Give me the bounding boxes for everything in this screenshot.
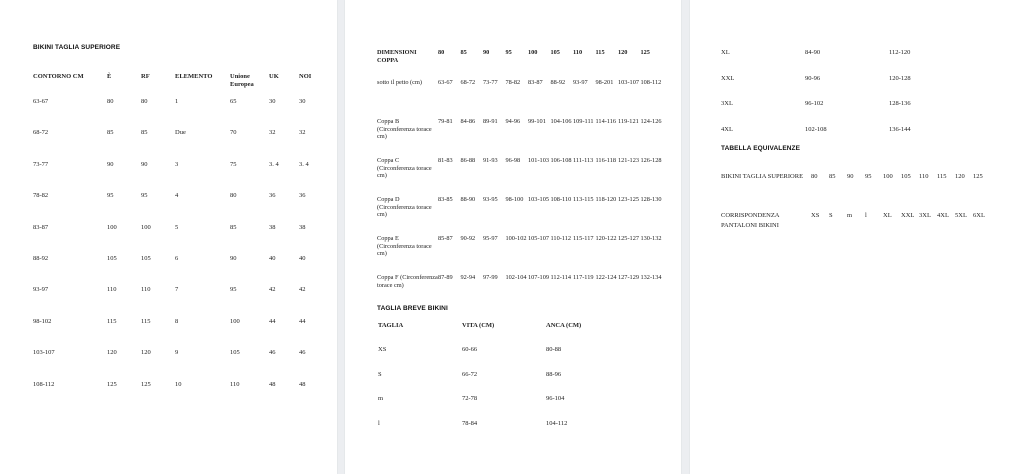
table-cell: 120-122 (595, 235, 617, 242)
brief-size-table-body (378, 346, 626, 445)
table-cell: 42 (299, 286, 306, 294)
table-cell: 128-136 (889, 100, 911, 107)
top-size-table-body (33, 98, 329, 412)
table-cell: l (378, 420, 380, 428)
table-cell: 46 (299, 349, 306, 357)
table-cell: 95 (141, 192, 148, 200)
table-cell: 95 (865, 173, 872, 180)
table-cell: 80 (230, 192, 237, 200)
table-cell: 124-126 (640, 118, 662, 125)
table-cell: 125-127 (618, 235, 639, 242)
table-cell: 85 (230, 223, 237, 231)
cup-size-table-body (377, 79, 663, 313)
table-cell: 125 (107, 380, 117, 388)
table-cell: 95-97 (483, 235, 498, 242)
table-cell: 96-98 (505, 157, 521, 164)
table-cell: 7 (175, 286, 179, 294)
table-row (721, 75, 969, 101)
table-row (33, 318, 329, 349)
table-cell: 115 (937, 173, 947, 180)
table-row (721, 100, 969, 126)
table-cell: 63-67 (33, 98, 49, 105)
top-size-table (33, 73, 329, 412)
table-cell: 88-92 (550, 79, 566, 86)
table-cell: 115 (107, 317, 117, 325)
table-cell: 100 (107, 223, 117, 231)
table-cell: 105 (901, 173, 911, 180)
table-cell: 8 (175, 317, 179, 325)
table-cell: XS (378, 346, 387, 353)
table-cell: 10 (175, 380, 182, 388)
column-header: TAGLIA (378, 322, 404, 329)
table-cell: 105 (230, 349, 240, 357)
table-cell: sotto il petto (cm) (377, 79, 422, 86)
table-cell: 123-125 (618, 196, 639, 203)
table-cell: XL (721, 49, 730, 56)
table-cell: 80 (107, 98, 114, 105)
table-cell: 117-119 (573, 274, 594, 281)
table-header-row (377, 49, 663, 79)
table-cell: 93-97 (573, 79, 588, 86)
table-cell: 110-112 (550, 235, 572, 242)
brief-size-table (378, 322, 626, 445)
brief-size-heading: TAGLIA BREVE BIKINI (377, 305, 448, 312)
table-cell: 85-87 (438, 235, 453, 242)
table-cell: 85 (829, 173, 836, 180)
table-cell: 109-111 (573, 118, 594, 125)
table-row (33, 255, 329, 286)
table-cell: 90-92 (460, 235, 476, 242)
table-cell: 114-116 (595, 118, 617, 125)
table-cell: 110 (141, 286, 151, 294)
column-header: 110 (573, 49, 583, 56)
table-cell: 38 (299, 223, 306, 231)
table-cell: 84-90 (805, 49, 821, 56)
table-cell: 103-107 (33, 349, 55, 357)
table-cell: 88-96 (546, 370, 562, 378)
table-cell: Coppa C (Circonferenza torace cm) (377, 157, 432, 179)
column-header: 120 (618, 49, 628, 56)
table-cell: 79-81 (438, 118, 453, 125)
table-cell: 90 (107, 160, 114, 168)
correspondence-label: CORRISPONDENZA (721, 212, 780, 219)
equivalence-top-row (721, 173, 991, 197)
table-cell: Coppa F (Circonferenza torace cm) (377, 274, 438, 289)
table-cell: 3. 4 (299, 160, 309, 168)
column-header: 90 (483, 49, 490, 56)
table-row (377, 235, 663, 274)
table-cell: 88-92 (33, 254, 49, 262)
table-row (33, 224, 329, 255)
table-cell: 44 (269, 317, 276, 325)
table-cell: 83-87 (528, 79, 543, 86)
table-cell: 112-120 (889, 49, 911, 56)
table-cell: XXL (721, 74, 735, 82)
column-header: 80 (438, 49, 445, 56)
table-cell: 115-117 (573, 235, 594, 242)
table-row (33, 192, 329, 223)
table-cell: 4 (175, 192, 179, 200)
table-cell: 78-82 (33, 192, 49, 200)
table-cell: 92-94 (460, 274, 476, 281)
column-header: DIMENSIONI COPPA (377, 49, 417, 64)
table-cell: 103-105 (528, 196, 549, 203)
table-cell: 132-134 (640, 274, 662, 281)
table-cell: 105 (107, 254, 117, 262)
table-cell: 72-78 (462, 395, 478, 403)
table-cell: 81-83 (438, 157, 453, 164)
table-cell: 73-77 (33, 160, 49, 168)
table-cell: 104-112 (546, 420, 568, 428)
table-cell: 108-110 (550, 196, 572, 203)
table-cell: 98-102 (33, 317, 52, 325)
table-cell: 9 (175, 349, 179, 357)
table-cell: 106-108 (550, 157, 572, 164)
table-cell: 110 (230, 380, 240, 388)
table-cell: 80 (141, 98, 148, 105)
table-row (378, 395, 626, 420)
table-cell: 116-118 (595, 157, 617, 164)
table-cell: 108-112 (640, 79, 662, 86)
page-3 (690, 0, 1024, 474)
table-cell: 118-120 (595, 196, 617, 203)
table-cell: 103-107 (618, 79, 639, 86)
table-row (33, 98, 329, 129)
column-header: 115 (595, 49, 605, 56)
column-header: UK (269, 73, 279, 80)
table-cell: 107-109 (528, 274, 549, 281)
table-cell: 100 (230, 317, 240, 325)
bikini-bottoms-label: PANTALONI BIKINI (721, 222, 779, 229)
table-cell: 90 (230, 254, 237, 262)
table-cell: 85 (141, 129, 148, 137)
table-cell: 84-86 (460, 118, 476, 125)
table-cell: 94-96 (505, 118, 521, 125)
table-cell: 110 (919, 173, 929, 180)
table-cell: 66-72 (462, 370, 478, 378)
table-cell: 90-96 (805, 74, 821, 82)
table-cell: 105 (141, 254, 151, 262)
table-cell: 120 (955, 173, 965, 180)
table-cell: 105-107 (528, 235, 549, 242)
table-cell: 78-82 (505, 79, 521, 86)
column-header: Unione Europea (230, 73, 254, 88)
table-row (377, 196, 663, 235)
table-cell: 6XL (973, 212, 985, 219)
column-header: 85 (460, 49, 467, 56)
table-cell: 46 (269, 349, 276, 357)
table-cell: 136-144 (889, 125, 911, 133)
table-cell: 48 (299, 380, 306, 388)
table-cell: 3XL (919, 212, 931, 219)
equivalence-bottom-row (721, 212, 991, 236)
table-cell: 96-104 (546, 395, 565, 403)
top-size-label: BIKINI TAGLIA SUPERIORE (721, 173, 804, 180)
table-row (378, 371, 626, 396)
table-cell: 75 (230, 160, 237, 168)
table-cell: S (829, 212, 833, 219)
table-cell: 4XL (937, 212, 949, 219)
table-cell: 112-114 (550, 274, 572, 281)
table-cell: 4XL (721, 125, 733, 133)
table-cell: 5 (175, 223, 179, 231)
table-row (721, 49, 969, 75)
table-cell: 68-72 (460, 79, 476, 86)
table-cell: 96-102 (805, 100, 824, 107)
table-cell: 80-88 (546, 346, 562, 353)
table-cell: 30 (269, 98, 276, 105)
table-cell: XS (811, 212, 820, 219)
table-cell: 95 (107, 192, 114, 200)
table-row (377, 79, 663, 118)
table-cell: 87-89 (438, 274, 453, 281)
table-cell: 120-128 (889, 74, 911, 82)
table-cell: 93-97 (33, 286, 49, 294)
table-cell: 110 (107, 286, 117, 294)
table-cell: 48 (269, 380, 276, 388)
column-header: RF (141, 73, 150, 80)
table-cell: 89-91 (483, 118, 498, 125)
table-cell: 97-99 (483, 274, 498, 281)
table-cell: 40 (269, 254, 276, 262)
table-cell: 36 (269, 192, 276, 200)
table-cell: 90 (141, 160, 148, 168)
table-cell: 1 (175, 98, 179, 105)
table-cell: 127-129 (618, 274, 639, 281)
table-header-row (378, 322, 626, 346)
table-row (377, 118, 663, 157)
table-cell: S (378, 370, 382, 378)
table-cell: 100-102 (505, 235, 527, 242)
table-cell: 104-106 (550, 118, 572, 125)
page-1 (0, 0, 337, 474)
table-cell: m (378, 395, 384, 403)
column-header: È (107, 73, 112, 80)
table-cell: 38 (269, 223, 276, 231)
column-header: 105 (550, 49, 560, 56)
column-header: 95 (505, 49, 512, 56)
table-cell: 125 (973, 173, 983, 180)
table-cell: 120 (107, 349, 117, 357)
table-cell: 98-201 (595, 79, 614, 86)
table-cell: 85 (107, 129, 114, 137)
table-row (377, 157, 663, 196)
table-cell: 83-85 (438, 196, 453, 203)
table-cell: 32 (299, 129, 306, 137)
table-cell: 80 (811, 173, 818, 180)
table-cell: 126-128 (640, 157, 662, 164)
table-cell: 91-93 (483, 157, 498, 164)
table-cell: 101-103 (528, 157, 549, 164)
column-header: ANCA (CM) (546, 322, 582, 329)
table-cell: 90 (847, 173, 854, 180)
table-cell: Due (175, 129, 186, 137)
table-cell: 42 (269, 286, 276, 294)
table-cell: 113-115 (573, 196, 594, 203)
table-cell: 121-123 (618, 157, 639, 164)
table-cell: 83-87 (33, 223, 49, 231)
column-header: NOI (299, 73, 312, 80)
table-row (33, 349, 329, 380)
brief-size-table-continued (721, 49, 969, 151)
table-cell: 86-88 (460, 157, 476, 164)
table-cell: 120 (141, 349, 151, 357)
table-row (378, 420, 626, 445)
brief-size-table-body (721, 49, 969, 151)
table-cell: 30 (299, 98, 306, 105)
table-row (721, 212, 991, 236)
table-cell: 73-77 (483, 79, 498, 86)
page-2 (345, 0, 681, 474)
table-cell: 100 (883, 173, 893, 180)
correspondence-cell (721, 212, 811, 236)
table-cell: 32 (269, 129, 276, 137)
column-header: CONTORNO CM (33, 73, 84, 80)
table-header-row (33, 73, 329, 98)
equivalence-heading: TABELLA EQUIVALENZE (721, 145, 801, 152)
table-cell: 68-72 (33, 129, 49, 137)
table-cell: Coppa B (Circonferenza torace cm) (377, 118, 432, 140)
top-size-heading: BIKINI TAGLIA SUPERIORE (33, 44, 121, 51)
table-cell: 78-84 (462, 420, 478, 428)
table-row (33, 286, 329, 317)
table-cell: 36 (299, 192, 306, 200)
table-cell: 119-121 (618, 118, 639, 125)
table-cell: 108-112 (33, 380, 55, 388)
table-cell: 60-66 (462, 346, 478, 353)
column-header: 125 (640, 49, 650, 56)
table-cell: 98-100 (505, 196, 524, 203)
table-cell: Coppa D (Circonferenza torace cm) (377, 196, 432, 218)
column-header: VITA (CM) (462, 322, 495, 329)
table-cell: 88-90 (460, 196, 476, 203)
table-row (33, 381, 329, 412)
table-cell: 40 (299, 254, 306, 262)
table-cell: m (847, 212, 853, 219)
table-cell: 102-108 (805, 125, 827, 133)
table-cell: 6 (175, 254, 179, 262)
table-cell: 125 (141, 380, 151, 388)
table-row (33, 161, 329, 192)
table-cell: l (865, 212, 867, 219)
table-cell: 3XL (721, 100, 733, 107)
column-header: ELEMENTO (175, 73, 213, 80)
table-cell: 95 (230, 286, 237, 294)
table-cell: 3. 4 (269, 160, 279, 168)
table-cell: XXL (901, 212, 915, 219)
table-cell: 44 (299, 317, 306, 325)
table-cell: 100 (141, 223, 151, 231)
table-cell: 93-95 (483, 196, 498, 203)
table-cell: 130-132 (640, 235, 662, 242)
table-cell: 128-130 (640, 196, 662, 203)
table-cell: 65 (230, 98, 237, 105)
table-cell: 5XL (955, 212, 967, 219)
table-cell: 102-104 (505, 274, 527, 281)
column-header: 100 (528, 49, 538, 56)
table-cell: Coppa E (Circonferenza torace cm) (377, 235, 432, 257)
table-cell: 63-67 (438, 79, 453, 86)
table-row (378, 346, 626, 371)
table-cell: 122-124 (595, 274, 617, 281)
table-cell: 115 (141, 317, 151, 325)
cup-size-table (377, 49, 663, 313)
table-row (33, 129, 329, 160)
table-row (721, 173, 991, 197)
table-cell: 111-113 (573, 157, 594, 164)
table-cell: 70 (230, 129, 237, 137)
table-cell: 3 (175, 160, 179, 168)
table-cell: 99-101 (528, 118, 546, 125)
table-cell: XL (883, 212, 892, 219)
